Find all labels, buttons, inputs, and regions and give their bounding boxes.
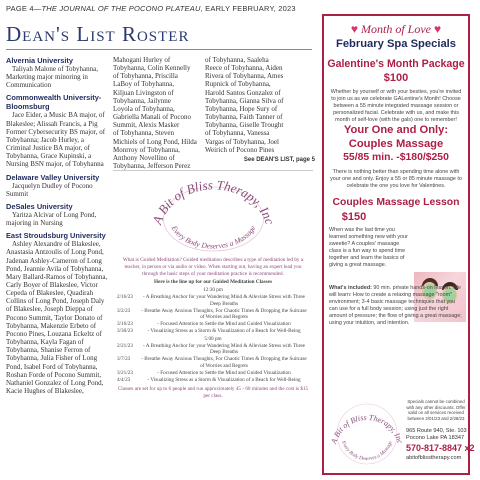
session-description: - Visualizing Stress as a Storm & Visualization of a Beach for Well-Being [147, 376, 301, 383]
session-row [117, 321, 309, 328]
business-address [406, 428, 470, 442]
student-list-line: of Tobyhanna, Priscilla [113, 72, 178, 81]
session-date: 2/21/23 [117, 342, 133, 349]
publication-name: THE JOURNAL OF THE POCONO PLATEAU, [41, 4, 203, 13]
student-list-line: Rupnick of Tobyhanna, [205, 80, 271, 89]
student-list: Jacquelyn Dudley of Pocono Summit [6, 181, 93, 198]
logo-top-text: A Bit of Bliss Therapy, Inc [149, 177, 278, 227]
school-name: Delaware Valley University [6, 172, 100, 182]
session-date: 3/7/23 [117, 356, 131, 363]
classes-note: Classes are set for up to 6 people and run approximately 45 - 60 minutes and the cost is $15 per class. [117, 386, 309, 400]
school-name: Alvernia University [6, 56, 73, 65]
page-number: PAGE 4— [6, 4, 42, 13]
student-list-line: Kiljuan Livingston of [113, 88, 174, 97]
student-list-line: Michiels of Long Pond, Hilda [113, 137, 197, 146]
logo-top-text: A Bit of Bliss Therapy, Inc [329, 412, 405, 445]
student-list-line: Anthony Novellino of [113, 153, 175, 162]
student-list-line: Vargas of Tobyhanna, Joel [205, 137, 279, 146]
session-date: 3/16/23 [117, 321, 133, 328]
logo-bottom-text: Every Body Deserves a Massage [340, 440, 394, 463]
svg-text:Every Body Deserves a Massage [340, 440, 394, 462]
student-list-line: Tobyhanna, Gianna Silva of [205, 96, 284, 105]
roster-column-2 [113, 56, 201, 170]
continued-link[interactable]: See DEAN'S LIST, page 5 [243, 156, 315, 163]
session-row [117, 370, 309, 377]
session-time: 5:00 pm [204, 335, 222, 342]
student-list-line: Monrroy of Tobyhanna, [113, 145, 180, 154]
meditation-intro: What is Guided Meditation? Guided meditation describes a type of meditation led by a teacher, in person or via audio or video. When starting out, having an expert lead you through the basic steps of your meditation practice is recommended. [122, 257, 304, 277]
included-description: 90 min. private hands-on lesson. We will learn: How to create a relaxing massage "room" environment; 3-4 basic massage techniques that you can use for a full body session; using just the right amount of pressure; the flow of giving a great massage; using your intuition, and intention. [329, 285, 462, 326]
session-row [117, 294, 309, 308]
svg-text:A Bit of Bliss Therapy, Inc [149, 177, 278, 227]
page-title: Dean's List Roster [6, 22, 190, 46]
couples-subtitle: Couples Massage [348, 138, 444, 150]
couples-title: Your One and Only: [343, 124, 449, 136]
meditation-lineup-heading: Here is the line up for our Guided Meditation Classes [153, 279, 273, 286]
session-row [117, 308, 309, 322]
session-description: - Focused Attention to Settle the Mind and Guided Visualization [157, 369, 291, 376]
session-description: - Visualizing Stress as a Storm & Visualization of a Beach for Well-Being [147, 327, 301, 334]
session-row [117, 343, 309, 357]
student-list-line: Loyola of Tobyhanna, [113, 104, 175, 113]
session-date: 4/4/23 [117, 376, 131, 383]
lesson-title: Couples Massage Lesson [332, 197, 460, 208]
lesson-included [329, 285, 463, 326]
specials-disclaimer: Specials cannot be combined with any other discounts. Offer valid on all services received between 2/01/23 and 2/28/23 [406, 399, 466, 421]
student-list-line: of Tobyhanna, Steven [113, 129, 175, 138]
session-date: 3/21/23 [117, 369, 133, 376]
lesson-description: When was the last time you learned something new with your sweetie? A couples' massage class is a fun way to spend time together and learn the basics of giving a great massage. [329, 227, 408, 268]
student-list-line: Harold Santos Gonzalez of [205, 88, 281, 97]
website-link[interactable]: abitofblisstherapy.com [406, 455, 462, 461]
session-description: - A Breathing Anchor for your Wandering Mind & Alleviate Stress with Three Deep Breaths [143, 293, 305, 307]
session-description: - Focused Attention to Settle the Mind and Guided Visualization [157, 321, 291, 328]
student-list-line: Tobyhanna, Colin Kennelly [113, 64, 191, 73]
roster-column-1 [6, 56, 108, 395]
session-time: 12:30 pm [203, 287, 223, 294]
svg-text:Every Body Deserves a Massage [169, 223, 257, 250]
package-title: Galentine's Month Package [327, 58, 465, 70]
heart-icon: ♥ [434, 22, 442, 36]
student-list-line: Mahogani Hurley of [113, 56, 171, 64]
address-line-1: 965 Route 940, Ste. 103 [406, 428, 467, 434]
student-list-line: of Tobyhanna, Vanessa [205, 129, 270, 138]
student-list-line: Rivera of Tobyhanna, Ames [205, 72, 284, 81]
student-list-line: Tobyhanna, Faith Tanner of [205, 113, 283, 122]
student-list-line: Tobyhanna, Jailynne [113, 96, 171, 105]
school-name: East Stroudsburg University [6, 231, 106, 241]
bliss-therapy-logo [328, 394, 406, 472]
student-list: Jace Eider, a Music BA major, of Blakeslee; Alissah Francis, a Pig Former Cybersecurity BS major, of Tobyhanna; Jacob Hurley, a Criminal Justice BA major, of Tobyhanna, Grace Kupinski, a Nursing BSN major, of Tobyhanna [6, 111, 106, 169]
student-list-line: Reece of Tobyhanna, Aiden [205, 64, 283, 73]
issue-date: EARLY FEBRUARY, 2023 [202, 4, 296, 13]
school-name: DeSales University [6, 201, 73, 211]
student-list: Ashley Alexandre of Blakeslee, Anastasia Antzoulis of Long Pond, Jadenan Ashley-Cameron of Long Pond, Jeannie Avila of Tobyhanna, Mary Ballard-Ramos of Tobyhanna, Carly Boyer of Blakeslee, Victor Cepeda of Blakeslee, Quadirah Collins of Long Pond, Joseph Daly of Blakeslee, Joseph Dieppa of Pocono Summit, Taylor Donato of Tobyhanna, Makenzie Erbeto of Pocono Pines, Louzana Eckeltz of Tobyhanna, Kayla Fagan of Tobyhanna, Shanise Ferron of Tobyhanna, Julia Fisher of Long Pond, Isabel Ford of Tobyhanna, Roshan Forde of Pocono Summit, Nathaniel Gonzalez of Long Pond, Kacie Hughes of Blakeslee, [6, 240, 108, 395]
couples-description: There is nothing better than spending time alone with your one and only. Enjoy a 55 or 85 minute massage to celebrate the one you love for Valentines. [330, 169, 462, 189]
student-list: Taliyah Malone of Tobyhanna, Marketing major minoring in Communication [6, 65, 98, 90]
student-list-line: Tobyhanna, Jefferson Perez [113, 162, 191, 171]
roster-column-3 [205, 56, 315, 164]
package-price: $100 [383, 72, 409, 84]
session-date: 3/2/23 [117, 307, 131, 314]
month-of-love-heading [324, 22, 468, 37]
student-list: Yaritza Alcivar of Long Pond, majoring in Nursing [6, 210, 97, 228]
session-date: 2/16/23 [117, 293, 133, 300]
lesson-price: $150 [341, 211, 367, 223]
student-list-line: Summit, Alexis Masker [113, 121, 180, 130]
session-row [117, 377, 309, 384]
couples-price: 55/85 min. -$180/$250 [343, 152, 449, 163]
phone-number[interactable]: 570-817-8847 x2 [406, 443, 475, 453]
svg-text:A Bit of Bliss Therapy, Inc [329, 413, 405, 446]
student-list-line: of Tobyhanna, Saaleha [205, 56, 269, 64]
month-of-love-text: Month of Love [361, 22, 431, 36]
heart-icon: ♥ [350, 22, 358, 36]
included-label: What's included: [329, 285, 372, 291]
student-list-line: Gabriella Manali of Pocono [113, 113, 191, 122]
spa-specials-subtitle: February Spa Specials [335, 38, 456, 50]
meditation-ad-text [117, 257, 309, 400]
session-description: - A Breathing Anchor for your Wandering Mind & Alleviate Stress with Three Deep Breaths [143, 342, 305, 356]
logo-bottom-text: Every Body Deserves a Massage [169, 223, 258, 251]
session-date: 3/30/23 [117, 327, 133, 334]
session-description: - Breathe Away Anxious Thoughts, For Chaotic Times & Dropping the Suitcase of Worries and Regrets [141, 307, 307, 321]
bliss-therapy-logo [146, 173, 281, 255]
title-divider [6, 49, 312, 50]
address-line-2: Pocono Lake PA 18347 [406, 435, 465, 441]
package-description: Whether by yourself or with your besties, you're invited to join us as we celebrate GALentine's Month! Choose between a 55 minute integrated massage session or personalized facial. Celebrate with us, and make this month of self-love (with the gals) one to remember! [330, 89, 462, 123]
student-list-line: LaBoy of Tobyhanna, [113, 80, 175, 89]
session-description: - Breathe Away Anxious Thoughts, For Chaotic Times & Dropping the Suitcase of Worries and Regrets [141, 356, 307, 369]
student-list-line: Tobyhanna, Hope Sury of [205, 104, 278, 113]
student-list-line: Tobyhanna, Giselle Trought [205, 121, 284, 130]
spa-specials-ad [322, 14, 475, 475]
session-row [117, 356, 309, 370]
page-header [6, 4, 306, 13]
session-row [117, 328, 309, 335]
student-list-line: Weirich of Pocono Pines [205, 145, 275, 154]
school-name: Commonwealth University-Bloomsburg [6, 93, 102, 112]
